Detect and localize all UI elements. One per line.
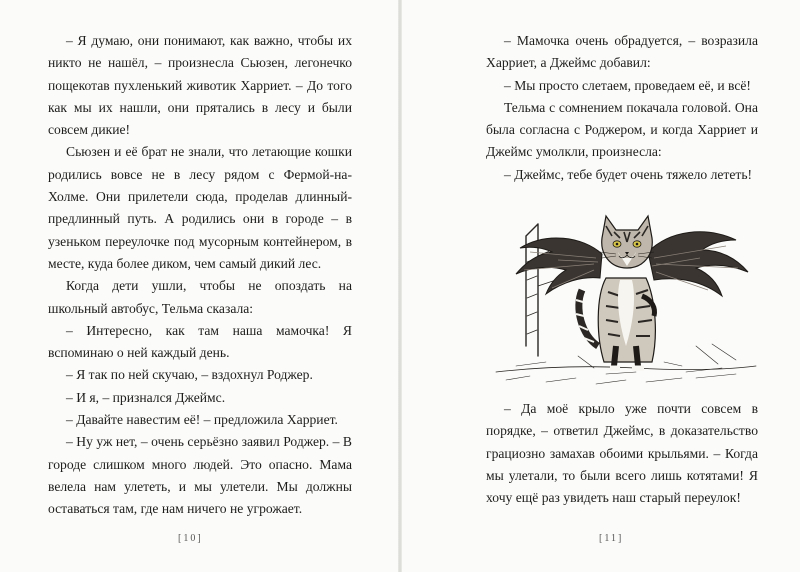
- paragraph: – Я думаю, они понимают, как важно, чтобы их никто не нашёл, – произнесла Сьюзен, легонечко пощекотав пухленький животик Харриет. – До того как мы их нашли, они прятались в лесу и были совсем дикие!: [48, 33, 352, 138]
- paragraph: – Да моё крыло уже почти совсем в порядке, – ответил Джеймс, в доказательство грациозно замахав обоими крыльями. – Когда мы улетали, то были всего лишь котятами! Я хочу ещё раз увидеть наш старый переулок!: [486, 401, 758, 506]
- paragraph: – Мы просто слетаем, проведаем её, и всё!: [504, 77, 751, 93]
- paragraph: – Джеймс, тебе будет очень тяжело лететь!: [504, 166, 753, 182]
- page-number-right: [11]: [599, 533, 624, 544]
- left-page-text: [48, 30, 352, 521]
- left-page: [0, 0, 398, 572]
- paragraph: – Мамочка очень обрадуется, – возразила Харриет, а Джеймс добавил:: [486, 33, 758, 71]
- paragraph: Сьюзен и её брат не знали, что летающие кошки родились вовсе не в лесу рядом с Фермой-на-Холме. Они прилетели сюда, проделав длинный-предлинный путь. А родились они в городе – в узеньком переулочке под мусорным контейнером, в месте, куда более диком, чем самый дикий лес.: [48, 144, 352, 271]
- paragraph: – И я, – признался Джеймс.: [66, 389, 226, 405]
- paragraph: – Давайте навестим её! – предложила Харриет.: [66, 412, 338, 428]
- paragraph: – Я так по ней скучаю, – вздохнул Роджер.: [66, 367, 313, 383]
- right-page-text-bottom: [486, 398, 758, 509]
- paragraph: Тельма с сомнением покачала головой. Она была согласна с Роджером, и когда Харриет и Джеймс умолкли, произнесла:: [486, 99, 758, 160]
- paragraph: – Интересно, как там наша мамочка! Я вспоминаю о ней каждый день.: [48, 322, 352, 361]
- paragraph: – Ну уж нет, – очень серьёзно заявил Роджер. – В городе слишком много людей. Это опасно. Мама велела нам улететь, и мы улетели. Мы должны оставаться там, где нам ничего не угрожает.: [48, 434, 352, 517]
- right-page-text-top: [486, 30, 758, 186]
- right-page: [402, 0, 800, 572]
- winged-cat-illustration-icon: [486, 196, 766, 392]
- page-number-left: [10]: [178, 533, 203, 544]
- paragraph: Когда дети ушли, чтобы не опоздать на школьный автобус, Тельма сказала:: [48, 278, 352, 316]
